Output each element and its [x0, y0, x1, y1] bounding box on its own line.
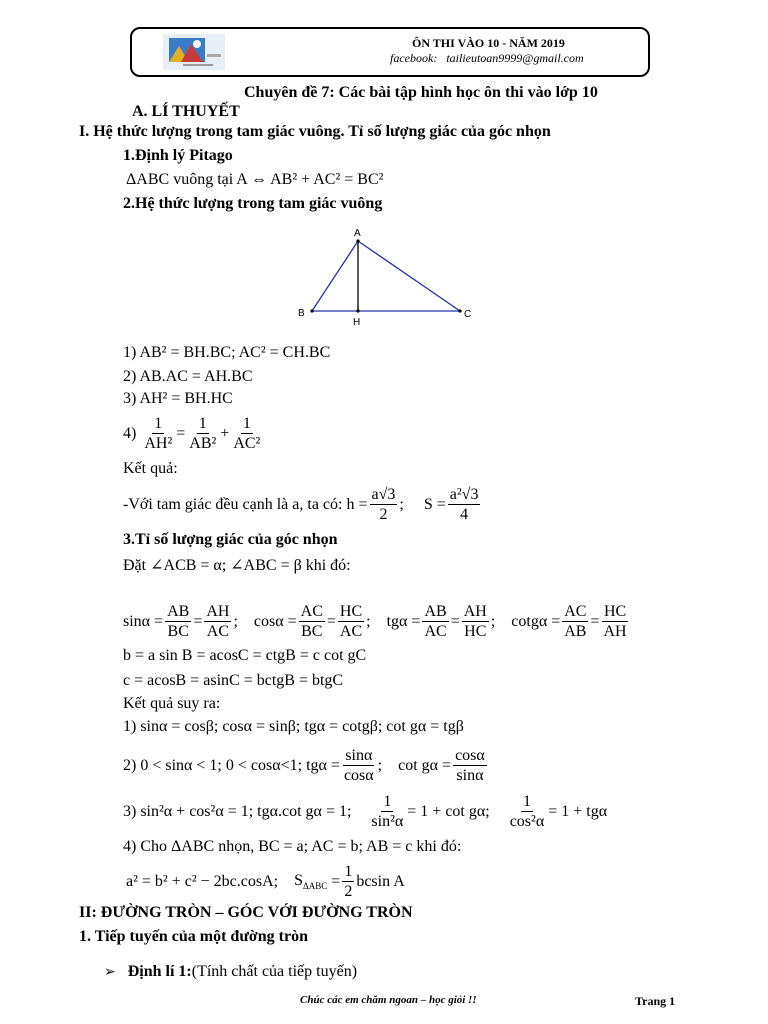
- b-relation: b = a sin B = acosC = ctgB = c cot gC: [123, 647, 367, 664]
- relation-1: 1) AB² = BH.BC; AC² = CH.BC: [123, 344, 331, 361]
- fraction-height: $\frac{a√3}{2}$: [371, 486, 396, 523]
- subheading-relations: 2.Hệ thức lượng trong tam giác vuông: [123, 195, 383, 212]
- tangent-heading: 1. Tiếp tuyến của một đường tròn: [79, 928, 309, 945]
- equilateral-formula: -Với tam giác đều cạnh là a, ta có: h = $\frac{a√3}{2}$ ; S = $\frac{\text{a²√3}}{4}$: [123, 486, 479, 523]
- subheading-trig: 3.Tỉ số lượng giác của góc nhọn: [123, 531, 338, 548]
- section-ii-heading: II: ĐƯỜNG TRÒN – GÓC VỚI ĐƯỜNG TRÒN: [79, 904, 413, 921]
- fraction-1-ac2: $\frac{1}{\text{AC²}}$: [233, 415, 261, 452]
- cosine-rule-area: a² = b² + c² − 2bc.cosA; $S_{\Delta ABC}$ = $\frac{1}{2}$ bcsin A: [126, 863, 405, 900]
- subheading-pitago: 1.Định lý Pitago: [123, 147, 233, 164]
- relation-2: 2) AB.AC = AH.BC: [123, 368, 253, 385]
- fraction-area: $\frac{\text{a²√3}}{4}$: [449, 486, 479, 523]
- relation-4-label: 4): [123, 424, 137, 442]
- c-relation: c = acosB = asinC = bctgB = btgC: [123, 672, 344, 689]
- result-label: Kết quả:: [123, 460, 178, 477]
- vertex-label-b: B: [298, 308, 305, 319]
- vertex-label-h: H: [353, 317, 361, 328]
- consequence-label: Kết quả suy ra:: [123, 695, 221, 712]
- logo-image: [163, 34, 225, 70]
- relation-4: 4) $\frac{1}{\text{AH²}}$ = $\frac{1}{\text{AB²}}$ + $\frac{1}{\text{AC²}}$: [123, 415, 261, 452]
- vertex-label-a: A: [354, 228, 361, 239]
- chapter-title: Chuyên đề 7: Các bài tập hình học ôn thi vào lớp 10: [244, 84, 598, 101]
- consequence-1: 1) sinα = cosβ; cosα = sinβ; tgα = cotgβ; cot gα = tgβ: [123, 718, 464, 735]
- header-facebook: facebook: tailieutoan9999@gmail.com: [390, 51, 584, 65]
- page-number: Trang 1: [635, 994, 676, 1008]
- vertex-label-c: C: [464, 309, 472, 320]
- consequence-3: 3) sin²α + cos²α = 1; tgα.cot gα = 1; $\frac{1}{\text{sin²α}}$ = 1 + cot gα; $\frac{1}{\text{cos²α}}$ = 1 + tgα: [123, 793, 608, 830]
- trig-ratios: sinα = $\frac{AB}{BC}$ = $\frac{AH}{AC}$ ; cosα = $\frac{AC}{BC}$ = $\frac{HC}{AC}$ ; tgα = $\frac{AB}{AC}$ = $\frac{AH}{HC}$ ; cotgα = $\frac{AC}{AB}$ = $\frac{HC}{AH}$: [123, 603, 627, 640]
- header-title: ÔN THI VÀO 10 - NĂM 2019: [412, 36, 565, 50]
- consequence-2: 2) 0 < sinα < 1; 0 < cosα<1; tgα = $\frac{\sin\alpha}{\cos\alpha}$ ; cot gα = $\frac{\cos\alpha}{\sin\alpha}$: [123, 747, 485, 784]
- footer-slogan: Chúc các em chăm ngoan – học giỏi !!: [300, 994, 477, 1006]
- theorem-1: ➢ Định lí 1:(Tính chất của tiếp tuyến): [104, 963, 358, 980]
- fraction-1-ab2: $\frac{1}{\text{AB²}}$: [189, 415, 217, 452]
- pitago-formula: ΔABC vuông tại A ⇔ AB² + AC² = BC²: [126, 171, 384, 188]
- fraction-1-ah2: $\frac{1}{\text{AH²}}$: [144, 415, 173, 452]
- consequence-4: 4) Cho ΔABC nhọn, BC = a; AC = b; AB = c khi đó:: [123, 838, 462, 855]
- section-i-heading: I. Hệ thức lượng trong tam giác vuông. Tỉ số lượng giác của góc nhọn: [79, 123, 551, 140]
- angle-definition: Đặt ∠ACB = α; ∠ABC = β khi đó:: [123, 557, 351, 574]
- arrow-bullet-icon: ➢: [104, 965, 116, 980]
- section-a-heading: A. LÍ THUYẾT: [132, 103, 240, 120]
- relation-3: 3) AH² = BH.HC: [123, 390, 233, 407]
- right-triangle-diagram: [290, 225, 480, 335]
